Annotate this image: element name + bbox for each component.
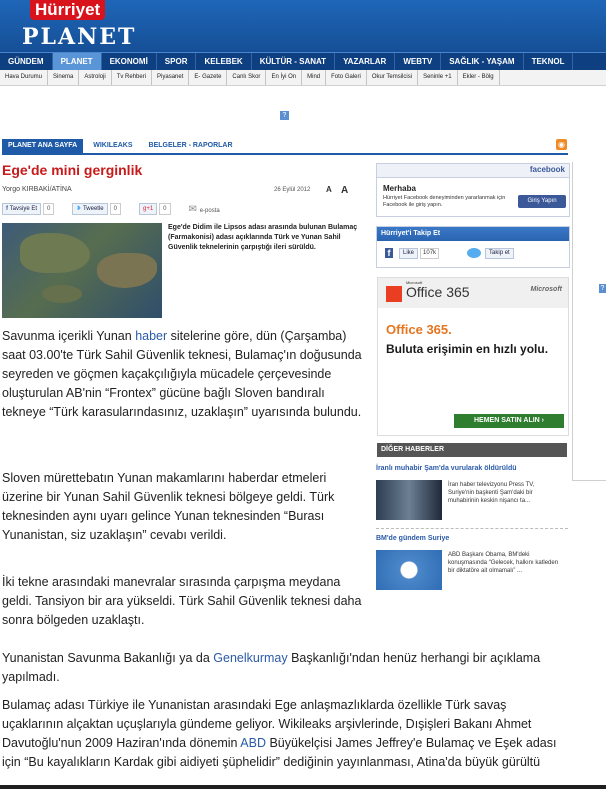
main-nav-item[interactable]: PLANET: [53, 53, 102, 70]
facebook-icon: f: [385, 248, 393, 258]
main-nav-item[interactable]: GÜNDEM: [0, 53, 53, 70]
bottom-bar: [0, 785, 606, 789]
tab-wikileaks[interactable]: WIKILEAKS: [93, 142, 133, 149]
article-title: Ege'de mini gerginlik: [2, 162, 143, 178]
sub-nav-item[interactable]: Foto Galeri: [326, 70, 367, 85]
facebook-recommend-label: Tavsiye Et: [9, 206, 38, 212]
sub-nav-item[interactable]: Sinema: [48, 70, 79, 85]
main-nav-item[interactable]: TEKNOL: [524, 53, 574, 70]
share-bar: [2, 203, 220, 215]
article-paragraph-2: Sloven mürettebatın Yunan makamlarını haberdar etmeleri üzerine bir Yunan Sahil Güvenlik teknesi bölgeye geldi. Türk teknesinden aynı uyarı gelince Yunan teknesinden “Burası Yunanistan, siz uzaklaşın” cevabı verildi.: [2, 471, 335, 542]
follow-title: Hürriyet'i Takip Et: [377, 227, 569, 241]
news-thumbnail[interactable]: [376, 550, 442, 590]
article-lead: Ege'de Didim ile Lipsos adası arasında bulunan Bulamaç (Farmakonisi) adası açıklarında Türk ve Yunan Sahil Güvenlik teknelerinin çarpıştığı ileri sürüldü.: [168, 224, 358, 251]
sub-nav-item[interactable]: E- Gazete: [189, 70, 227, 85]
facebook-count: 0: [43, 203, 54, 215]
article-paragraph-1: Savunma içerikli Yunan haber sitelerine göre, dün (Çarşamba) saat 03.00'te Türk Sahil Güvenlik teknesi, Bulamaç'ın doğusunda seyreden ve göçmen kaçakçılığıyla mücadele çerçevesinde oluşturulan AB'nin “Frontex” gücüne bağlı Sloven bandıralı tekneye “Türk karasularındasınız, uzaklaşın” uyarısında bulundu.: [2, 329, 362, 419]
twitter-bird-icon: [467, 248, 481, 258]
facebook-like-label: Like: [403, 249, 415, 256]
microsoft-logo: Microsoft: [530, 286, 562, 293]
sub-nav-item[interactable]: Mind: [302, 70, 326, 85]
other-news-header: DİĞER HABERLER: [377, 443, 567, 457]
sub-nav-item[interactable]: Ekler - Bölg: [458, 70, 500, 85]
envelope-icon: ✉: [188, 203, 200, 215]
ad-tagline: Buluta erişimin en hızlı yolu.: [386, 342, 549, 356]
section-tabs: [2, 139, 568, 155]
gplus-button[interactable]: [139, 203, 157, 215]
tweet-label: Tweetle: [82, 206, 104, 212]
main-nav-item[interactable]: WEBTV: [395, 53, 441, 70]
sub-nav-item[interactable]: Astroloji: [79, 70, 111, 85]
news-divider: [376, 528, 568, 529]
twitter-icon: ❥: [76, 206, 83, 212]
news-item-summary: İran haber televizyonu Press TV, Suriye'nin başkenti Şam'daki bir muhabirinin keskin nişancı ta...: [448, 482, 535, 504]
main-nav-item[interactable]: EKONOMİ: [102, 53, 157, 70]
article-paragraph-3: İki tekne arasındaki manevralar sırasında çarpışma meydana geldi. Tansiyon bir ara yükseldi. Türk Sahil Güvenlik teknesi daha sonra bölgeden uzaklaştı.: [2, 575, 362, 627]
main-nav-item[interactable]: SAĞLIK - YAŞAM: [441, 53, 523, 70]
facebook-logo: facebook: [529, 165, 565, 174]
facebook-like-count: 107k: [420, 248, 439, 259]
news-item-title[interactable]: İranlı muhabir Şam'da vurularak öldürüldü: [376, 465, 517, 472]
ad-choices-icon[interactable]: ?: [280, 111, 289, 120]
main-nav-item[interactable]: KÜLTÜR - SANAT: [252, 53, 335, 70]
article-author: Yorgo KIRBAKİ/ATİNA: [2, 186, 72, 193]
gplus-icon: g: [142, 206, 147, 212]
font-decrease-button[interactable]: A: [326, 185, 332, 194]
office-logo-icon: [386, 286, 402, 302]
planet-logo[interactable]: PLANET: [22, 24, 137, 50]
main-nav-item[interactable]: KELEBEK: [196, 53, 251, 70]
twitter-follow-button[interactable]: [485, 248, 514, 259]
aegean-map-image: [2, 223, 162, 318]
facebook-greeting: Merhaba: [383, 184, 416, 193]
article-paragraph-4: Yunanistan Savunma Bakanlığı ya da Genelkurmay Başkanlığı'ndan henüz herhangi bir açıklama yapılmadı.: [2, 651, 541, 684]
buy-now-button[interactable]: HEMEN SATIN ALIN ›: [454, 414, 564, 428]
ad-choices-icon-right[interactable]: ?: [600, 285, 605, 292]
tab-documents-reports[interactable]: BELGELER - RAPORLAR: [148, 142, 233, 149]
news-thumbnail[interactable]: [376, 480, 442, 520]
facebook-like-button[interactable]: [399, 248, 418, 259]
facebook-icon: f: [6, 206, 10, 212]
sub-nav-item[interactable]: Okur Temsilcisi: [367, 70, 418, 85]
sub-nav-item[interactable]: En İyi On: [266, 70, 302, 85]
email-label: e-posta: [199, 207, 220, 214]
ad-headline: Office 365.: [386, 322, 452, 337]
hurriyet-logo[interactable]: Hürriyet: [30, 0, 105, 20]
article-paragraph-5: Bulamaç adası Türkiye ile Yunanistan arasındaki Ege anlaşmazlıklarda özellikle Türk savaş uçaklarının alçaktan uçuşlarıyla gündeme geliyor. Wikileaks arşivlerinde, Dışişleri Bakanı Ahmet Davutoğlu'nun 2009 Haziran'ında dönemin ABD Büyükelçisi James Jeffrey'e Bulamaç ve Eşek adası için “Bu kayalıkların Kardak gibi aidiyeti şüphelidir” dediğinin yayınlanması, Atina'da büyük gürültü: [2, 698, 557, 769]
facebook-text: Hürriyet Facebook deneyiminden yararlanmak için Facebook ile giriş yapın.: [383, 195, 506, 208]
sub-nav-item[interactable]: Hava Durumu: [0, 70, 48, 85]
article-date: 26 Eylül 2012: [274, 187, 311, 193]
sub-nav-item[interactable]: Piyasanet: [152, 70, 189, 85]
sub-nav-item[interactable]: Canlı Skor: [227, 70, 266, 85]
office365-ad[interactable]: [377, 277, 569, 436]
gplus-label: +1: [146, 206, 154, 212]
gplus-count: 0: [159, 203, 170, 215]
main-nav-item[interactable]: YAZARLAR: [335, 53, 395, 70]
email-share-button[interactable]: [189, 204, 220, 215]
genelkurmay-link[interactable]: Genelkurmay: [213, 651, 288, 665]
site-header: [0, 0, 606, 52]
facebook-login-box: [376, 163, 570, 217]
main-nav-item[interactable]: SPOR: [157, 53, 197, 70]
tab-planet-home[interactable]: PLANET ANA SAYFA: [2, 139, 83, 153]
facebook-login-button[interactable]: Giriş Yapın: [518, 195, 566, 208]
tweet-count: 0: [110, 203, 121, 215]
abd-link[interactable]: ABD: [240, 736, 266, 750]
news-item-title[interactable]: BM'de gündem Suriye: [376, 535, 450, 542]
follow-box: [376, 226, 570, 268]
twitter-follow-label: Takip et: [489, 249, 510, 256]
font-increase-button[interactable]: A: [341, 185, 349, 196]
news-item-summary: ABD Başkanı Obama, BM'deki konuşmasında “Gelecek, halkını katleden bir diktatöre ait olmamalı” ...: [448, 552, 559, 574]
right-column-border: [572, 162, 606, 481]
sub-nav: [0, 70, 606, 86]
haber-link[interactable]: haber: [135, 329, 168, 343]
office-brand: Microsoft Office 365: [406, 280, 470, 300]
facebook-recommend-button[interactable]: [2, 203, 41, 215]
rss-icon[interactable]: ◉: [556, 139, 567, 150]
sub-nav-item[interactable]: Seninle +1: [418, 70, 458, 85]
tweet-button[interactable]: [72, 203, 107, 215]
sub-nav-item[interactable]: Tv Rehberi: [112, 70, 152, 85]
main-nav: [0, 52, 606, 70]
